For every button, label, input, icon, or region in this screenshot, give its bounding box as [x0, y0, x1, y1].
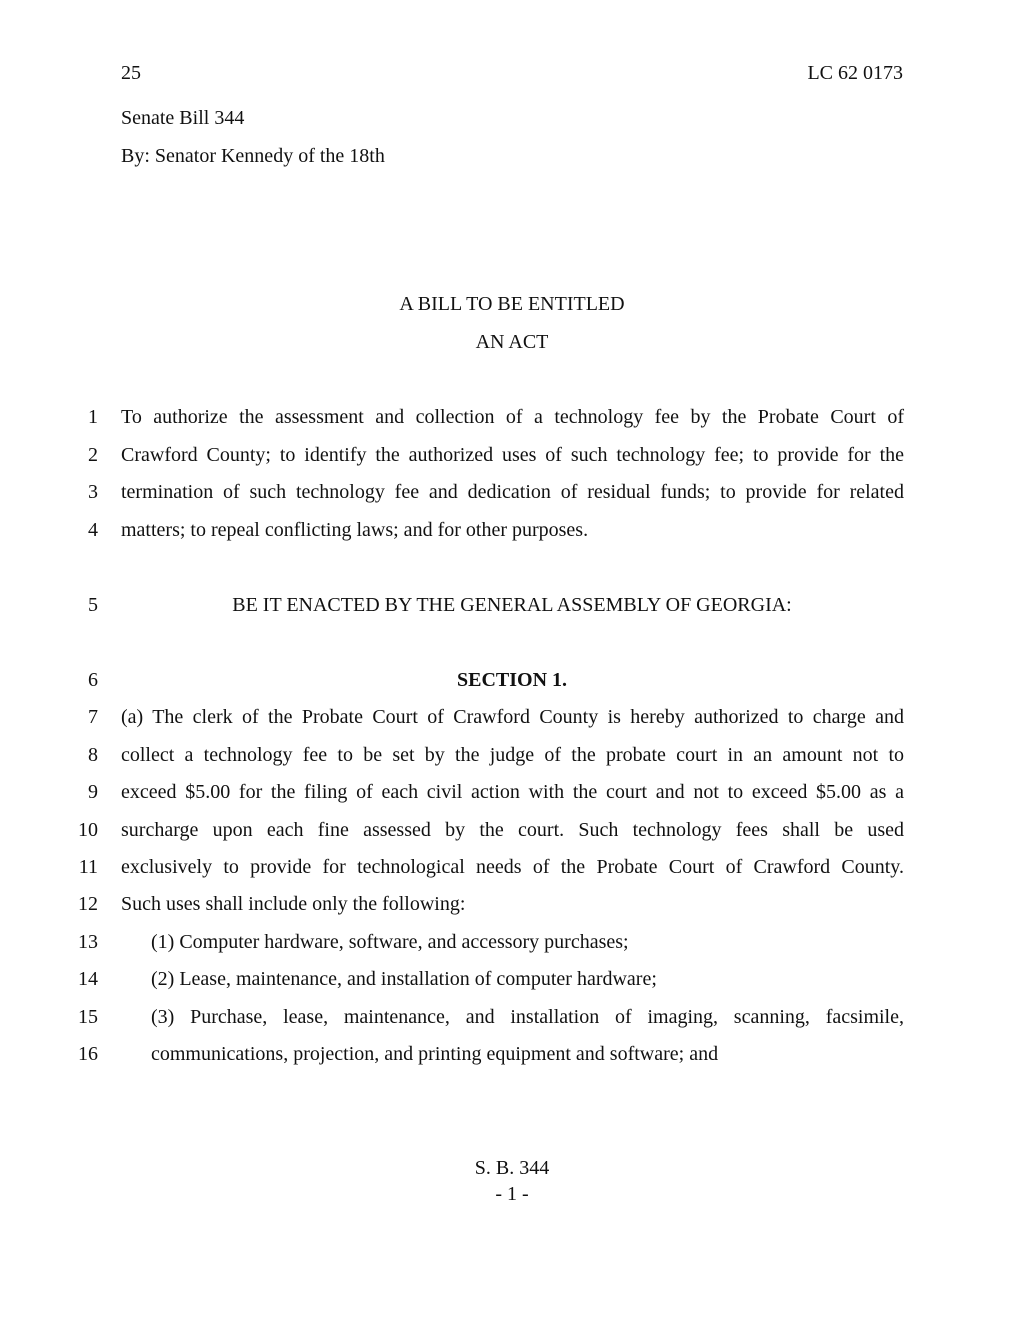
line-number: 8: [88, 744, 98, 766]
sponsor: By: Senator Kennedy of the 18th: [121, 145, 385, 167]
bill-text-line: collect a technology fee to be set by the judge of the probate court in an amount not to: [121, 744, 904, 766]
session-number: 25: [121, 62, 141, 84]
bill-text-line: surcharge upon each fine assessed by the court. Such technology fees shall be used: [121, 819, 904, 841]
list-item: (1) Computer hardware, software, and accessory purchases;: [151, 931, 629, 953]
line-number: 4: [88, 519, 98, 541]
bill-text-line: To authorize the assessment and collection of a technology fee by the Probate Court of: [121, 406, 904, 428]
bill-text-line: matters; to repeal conflicting laws; and for other purposes.: [121, 519, 589, 541]
bill-text-line: exceed $5.00 for the filing of each civil action with the court and not to exceed $5.00 as a: [121, 781, 904, 803]
footer-bill-ref: S. B. 344: [474, 1157, 550, 1179]
bill-text-line: (a) The clerk of the Probate Court of Crawford County is hereby authorized to charge and: [121, 706, 904, 728]
line-number: 6: [88, 669, 98, 691]
line-number: 16: [78, 1043, 98, 1065]
line-number: 7: [88, 706, 98, 728]
list-item: (2) Lease, maintenance, and installation of computer hardware;: [151, 968, 657, 990]
bill-text-line: exclusively to provide for technological needs of the Probate Court of Crawford County.: [121, 856, 904, 878]
line-number: 12: [78, 893, 98, 915]
page-number: - 1 -: [495, 1183, 529, 1205]
list-item: (3) Purchase, lease, maintenance, and installation of imaging, scanning, facsimile,: [151, 1006, 904, 1028]
enacting-clause: BE IT ENACTED BY THE GENERAL ASSEMBLY OF GEORGIA:: [232, 594, 792, 616]
bill-title-line-2: AN ACT: [475, 331, 549, 353]
line-number: 3: [88, 481, 98, 503]
line-number: 2: [88, 444, 98, 466]
bill-label: Senate Bill 344: [121, 107, 245, 129]
line-number: 13: [78, 931, 98, 953]
line-number: 15: [78, 1006, 98, 1028]
line-number: 1: [88, 406, 98, 428]
bill-title-line-1: A BILL TO BE ENTITLED: [399, 293, 625, 315]
bill-text-line: Such uses shall include only the following:: [121, 893, 466, 915]
lc-code: LC 62 0173: [807, 62, 903, 84]
section-heading: SECTION 1.: [456, 669, 568, 691]
bill-text-line: Crawford County; to identify the authorized uses of such technology fee; to provide for the: [121, 444, 904, 466]
line-number: 9: [88, 781, 98, 803]
line-number: 11: [78, 856, 98, 878]
list-item: communications, projection, and printing equipment and software; and: [151, 1043, 719, 1065]
bill-text-line: termination of such technology fee and dedication of residual funds; to provide for related: [121, 481, 904, 503]
line-number: 5: [88, 594, 98, 616]
line-number: 10: [78, 819, 98, 841]
line-number: 14: [78, 968, 98, 990]
